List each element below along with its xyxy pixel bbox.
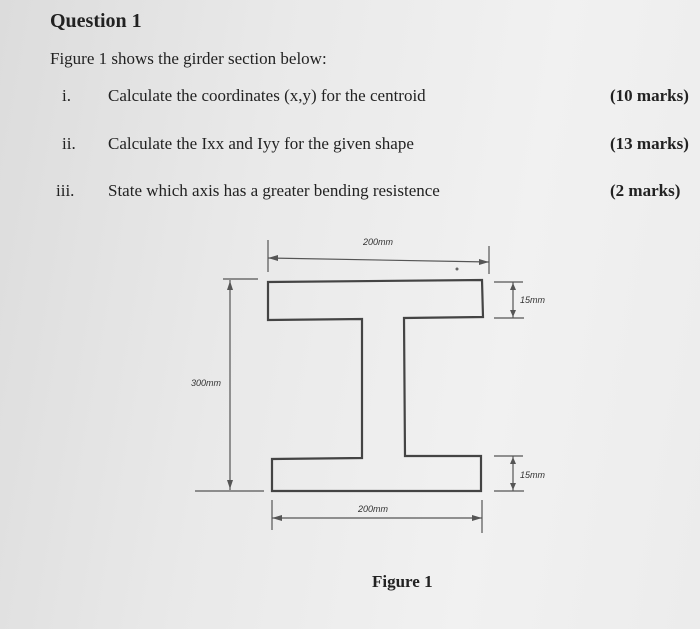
height-dimension — [191, 279, 264, 491]
height-label: 300mm — [190, 378, 222, 388]
item-number: iii. — [56, 181, 75, 200]
top-width-label: 200mm — [362, 237, 394, 247]
figure-caption: Figure 1 — [372, 572, 433, 591]
bottom-flange-thickness-label: 15mm — [520, 470, 546, 480]
top-flange-thickness-dimension — [494, 282, 546, 318]
item-marks: (2 marks) — [610, 181, 681, 200]
bottom-flange-thickness-dimension — [494, 456, 546, 491]
girder-outline — [268, 280, 483, 491]
item-text: Calculate the Ixx and Iyy for the given shape — [108, 134, 414, 153]
item-number: ii. — [62, 134, 76, 153]
item-text: State which axis has a greater bending resistence — [108, 181, 440, 200]
item-text: Calculate the coordinates (x,y) for the centroid — [108, 86, 426, 105]
bottom-width-label: 200mm — [357, 504, 389, 514]
top-flange-thickness-label: 15mm — [520, 295, 546, 305]
bottom-width-dimension — [272, 500, 482, 533]
item-marks: (13 marks) — [610, 134, 689, 153]
item-marks: (10 marks) — [610, 86, 689, 105]
question-intro: Figure 1 shows the girder section below: — [50, 49, 327, 68]
question-heading: Question 1 — [50, 10, 142, 32]
item-number: i. — [62, 86, 71, 105]
top-width-dimension — [268, 237, 489, 274]
